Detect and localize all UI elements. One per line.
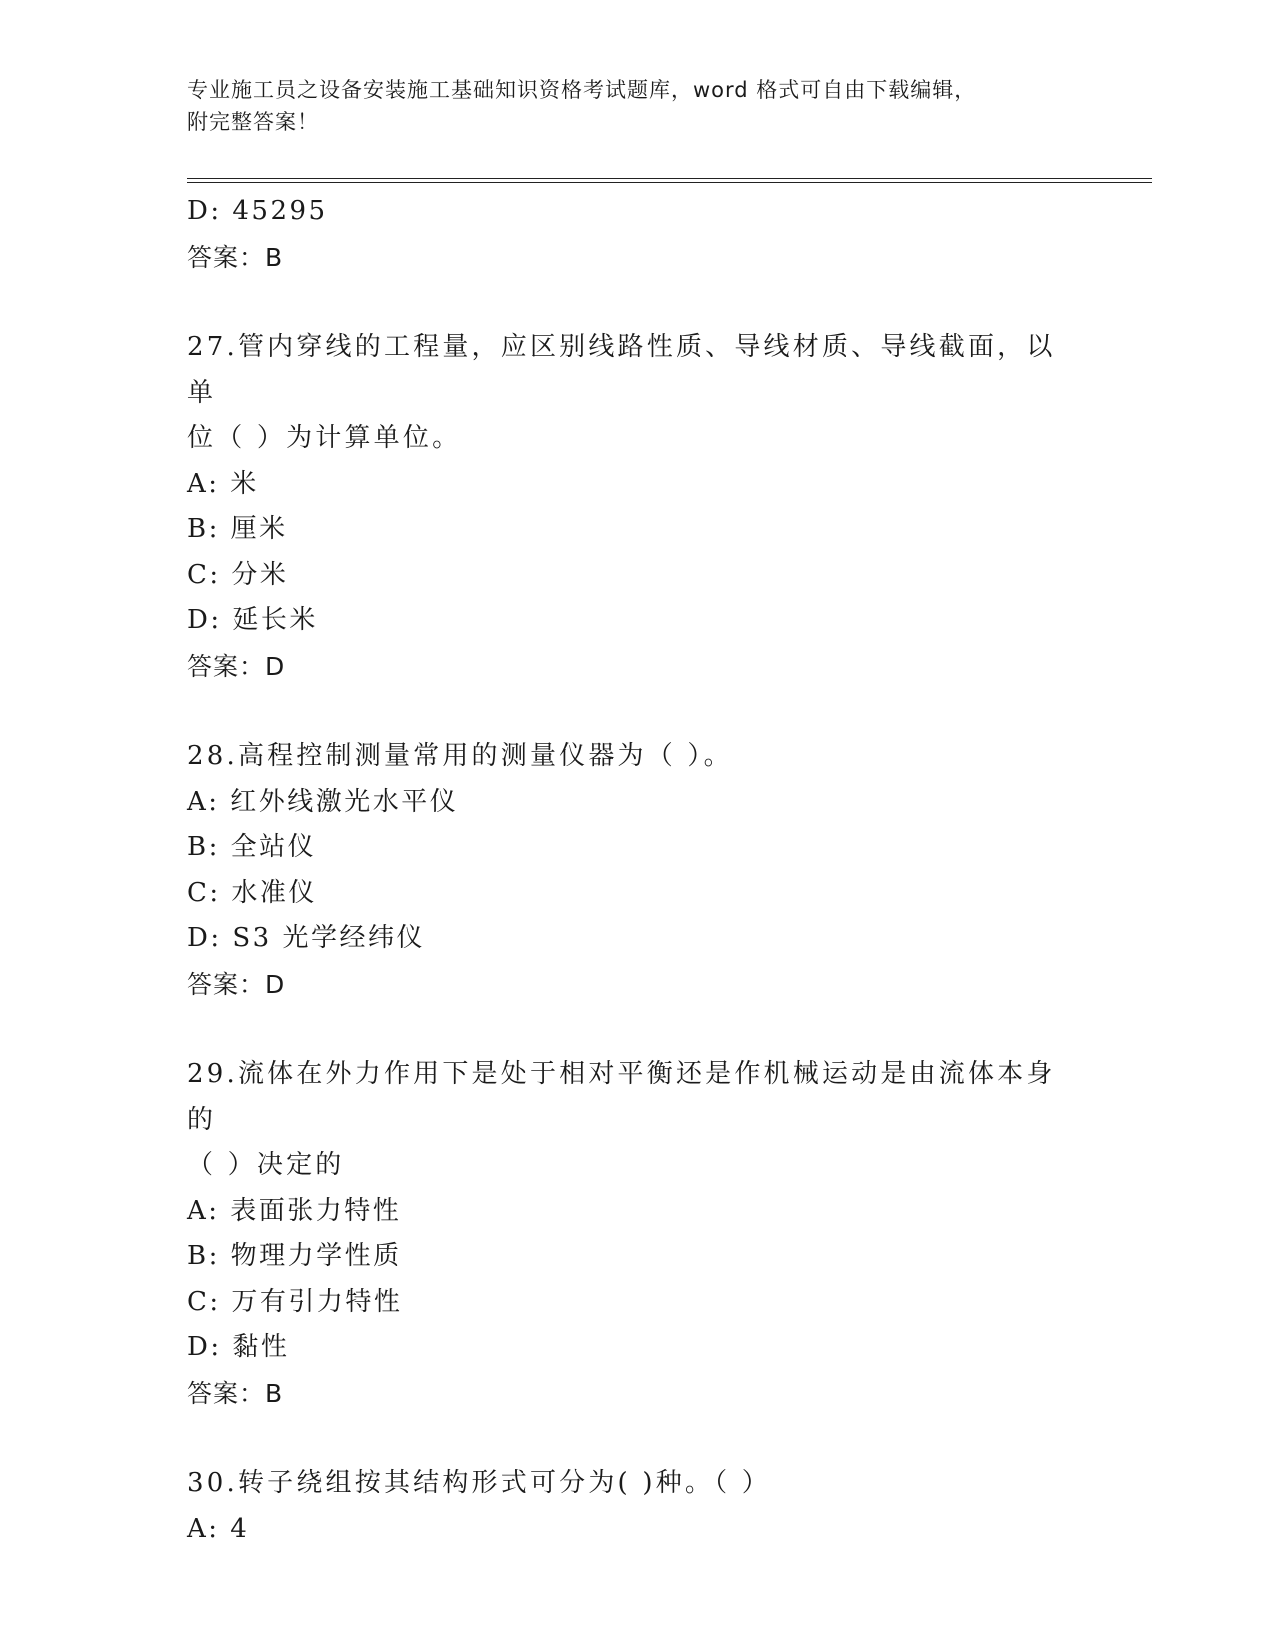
header-line-1: 专业施工员之设备安装施工基础知识资格考试题库，word 格式可自由下载编辑，: [187, 78, 977, 102]
option-b: B: 厘米: [187, 514, 288, 544]
question-stem: 28.高程控制测量常用的测量仪器为（ ）。: [187, 741, 733, 771]
question-26-fragment: [187, 189, 1087, 280]
question-stem: 30.转子绕组按其结构形式可分为( )种。（ ）: [187, 1468, 771, 1498]
option-d: D: 延长米: [187, 605, 318, 635]
question-stem-continued: 位（ ）为计算单位。: [187, 423, 462, 453]
header-line-2: 附完整答案！: [187, 110, 319, 134]
question-29: [187, 1052, 1087, 1416]
option-a: A: 米: [187, 468, 259, 499]
option-a: A: 表面张力特性: [187, 1195, 402, 1226]
question-27: [187, 325, 1087, 689]
answer-line: 答案：D: [187, 651, 286, 681]
question-stem-continued: （ ）决定的: [187, 1150, 345, 1180]
answer-line: 答案：B: [187, 242, 284, 272]
answer-line: 答案：D: [187, 969, 286, 999]
document-header: [187, 74, 1067, 138]
option-c: C: 分米: [187, 559, 289, 590]
option-c: C: 水准仪: [187, 877, 317, 908]
header-divider-top: [187, 178, 1152, 179]
option-a: A: 红外线激光水平仪: [187, 786, 459, 817]
question-stem: 27.管内穿线的工程量，应区别线路性质、导线材质、导线截面，以单: [187, 332, 1056, 408]
option-d: D: S3 光学经纬仪: [187, 923, 425, 953]
header-divider-bottom: [187, 182, 1152, 183]
answer-line: 答案：B: [187, 1378, 284, 1408]
option-a: A: 4: [187, 1513, 250, 1544]
question-list: [187, 189, 1087, 1552]
option-b: B: 物理力学性质: [187, 1241, 402, 1271]
option-b: B: 全站仪: [187, 832, 317, 862]
question-28: [187, 734, 1087, 1007]
option-d: D: 黏性: [187, 1332, 290, 1362]
question-stem: 29.流体在外力作用下是处于相对平衡还是作机械运动是由流体本身的: [187, 1059, 1056, 1135]
option-c: C: 万有引力特性: [187, 1286, 403, 1317]
option-d: D: 45295: [187, 196, 328, 226]
question-30: [187, 1461, 1087, 1552]
